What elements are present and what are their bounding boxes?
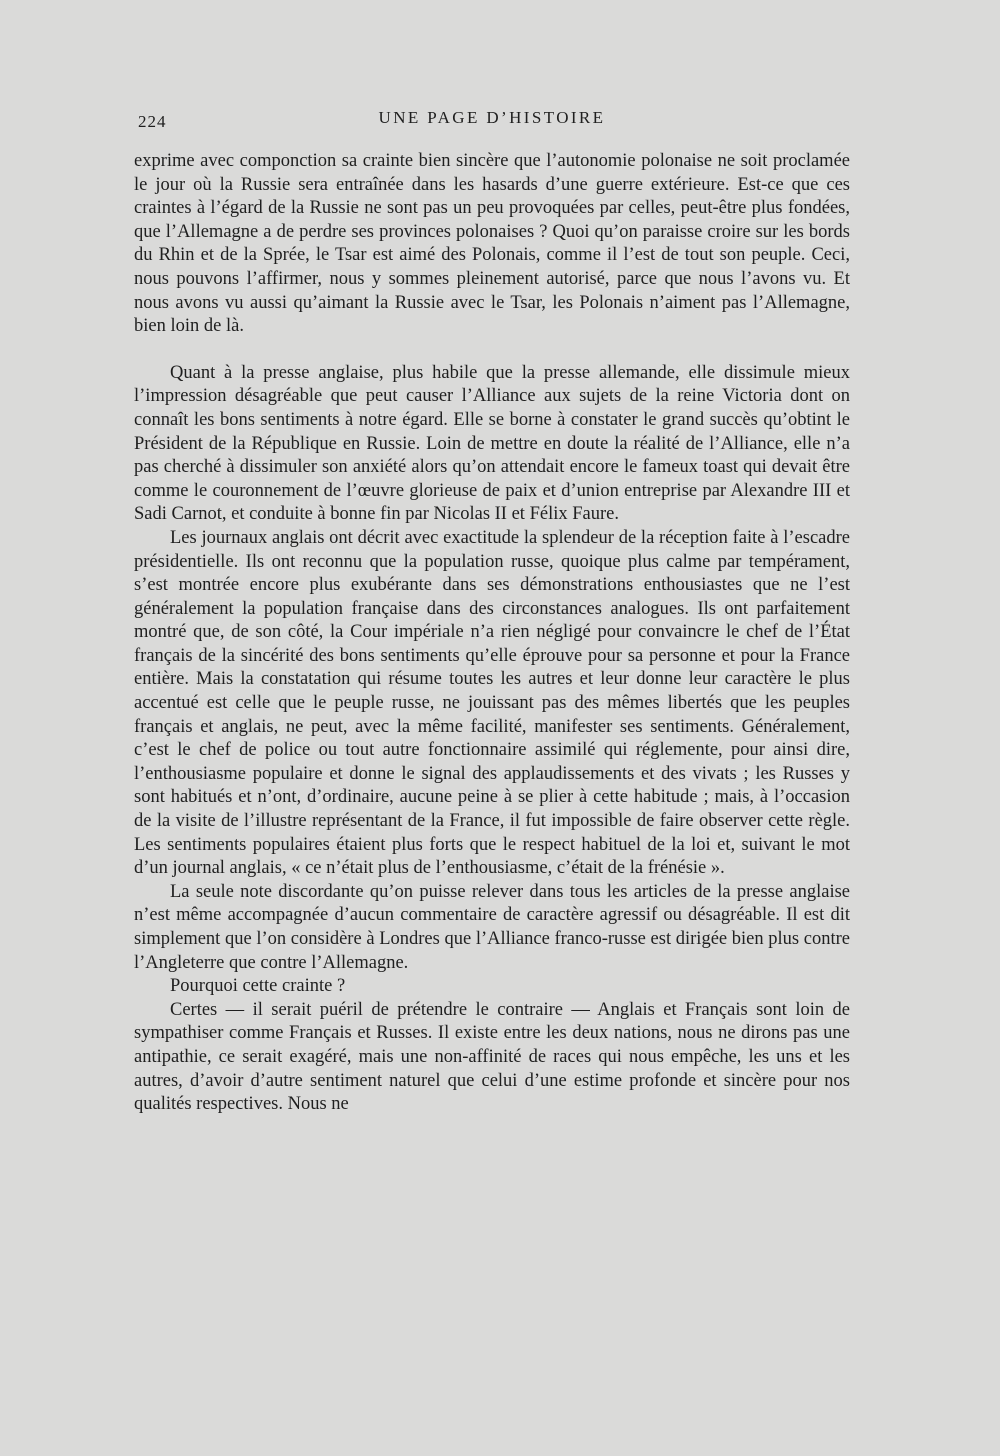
paragraph: La seule note discordante qu’on puisse relever dans tous les articles de la presse anglaise n’est même accompagnée d’aucun commentaire de caractère agressif ou désagréable. Il est dit simplement que l’on considère à Londres que l’Alliance franco-russe est dirigée bien plus contre l’Angleterre que contre l’Allemagne. <box>134 881 850 973</box>
paragraph: Certes — il serait puéril de prétendre le contraire — Anglais et Français sont loin de sympathiser comme Français et Russes. Il existe entre les deux nations, nous ne dirons pas une antipathie, ce serait exagéré, mais une non-affinité de races qui nous empêche, les uns et les autres, d’avoir d’autre sentiment naturel que celui d’une estime profonde et sincère pour nos qualités respectives. Nous ne <box>134 999 850 1115</box>
paragraph: Quant à la presse anglaise, plus habile que la presse allemande, elle dissimule mieux l’impression désagréable que peut causer l’Alliance aux sujets de la reine Victoria dont on connaît les bons sentiments à notre égard. Elle se borne à constater le grand succès qu’obtint le Président de la République en Russie. Loin de mettre en doute la réalité de l’Alliance, elle n’a pas cherché à dissimuler son anxiété alors qu’on attendait encore le fameux toast qui devait être comme le couronnement de l’œuvre glorieuse de paix et d’union entreprise par Alexandre III et Sadi Carnot, et conduite à bonne fin par Nicolas II et Félix Faure. <box>134 362 850 525</box>
body-text <box>134 150 850 1117</box>
page-number: 224 <box>138 112 167 131</box>
paragraph-continuation: exprime avec componction sa crainte bien sincère que l’autonomie polonaise ne soit proclamée le jour où la Russie sera entraînée dans les hasards d’une guerre extérieure. Est-ce que ces craintes à l’égard de la Russie ne sont pas un peu provoquées par celles, peut-être plus fondées, que l’Allemagne a de perdre ses provinces polonaises ? Quoi qu’on paraisse croire sur les bords du Rhin et de la Sprée, le Tsar est aimé des Polonais, comme il l’est de tout son peuple. Ceci, nous pouvons l’affirmer, nous y sommes pleinement autorisé, parce que nous l’avons vu. Et nous avons vu aussi qu’aimant la Russie avec le Tsar, les Polonais n’aiment pas l’Allemagne, bien loin de là. <box>134 151 850 337</box>
paragraph: Pourquoi cette crainte ? <box>170 976 346 997</box>
paragraph: Les journaux anglais ont décrit avec exactitude la splendeur de la réception faite à l’escadre présidentielle. Ils ont reconnu que la population russe, quoique plus calme par tempérament, s’est montrée encore plus exubérante dans ses démonstrations enthousiastes que ne l’est généralement la population française dans des circonstances analogues. Ils ont parfaitement montré que, de son côté, la Cour impériale n’a rien négligé pour convaincre le chef de l’État français de la sincérité des bons sentiments qu’elle éprouve pour sa personne et pour la France entière. Mais la constatation qui résume toutes les autres et leur donne leur caractère le plus accentué est celle que le peuple russe, ne jouissant pas des mêmes libertés que les peuples français et anglais, ne peut, avec la même facilité, manifester ses sentiments. Généralement, c’est le chef de police ou tout autre fonctionnaire assimilé qui réglemente, pour ainsi dire, l’enthousiasme populaire et donne le signal des applaudissements et des vivats ; les Russes y sont habitués et n’ont, d’ordinaire, aucune peine à se plier à cette habitude ; mais, à l’occasion de la visite de l’illustre représentant de la France, il fut impossible de faire observer cette règle. Les sentiments populaires étaient plus forts que le respect habituel de la loi et, suivant le mot d’un journal anglais, « ce n’était plus de l’enthousiasme, c’était de la frénésie ». <box>134 527 850 879</box>
page-header <box>134 108 850 134</box>
running-title: UNE PAGE D’HISTOIRE <box>378 108 606 127</box>
